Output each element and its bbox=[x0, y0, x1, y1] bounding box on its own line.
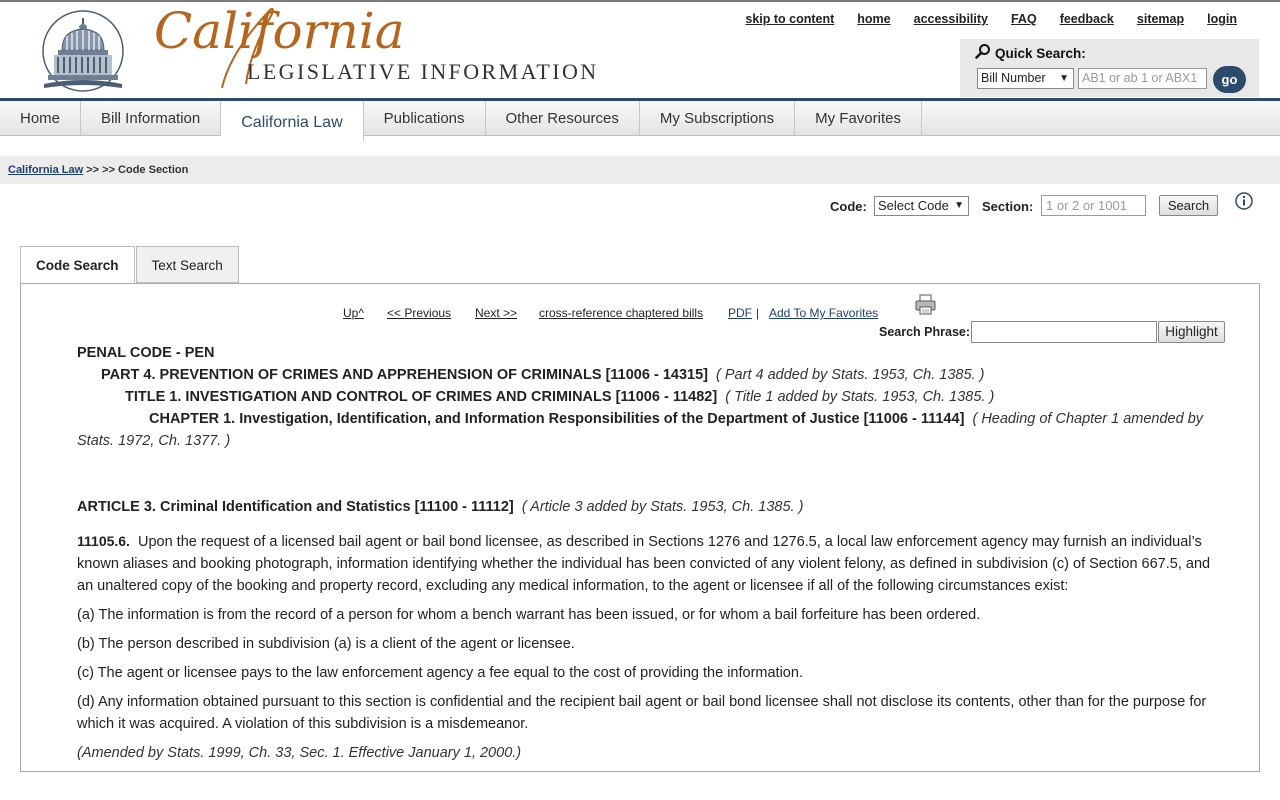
nav-california-law[interactable]: California Law bbox=[221, 101, 363, 141]
add-to-favorites-link[interactable]: Add To My Favorites bbox=[769, 306, 879, 320]
go-button[interactable]: go bbox=[1213, 66, 1246, 93]
capitol-dome-logo-icon bbox=[40, 10, 126, 92]
nav-home[interactable]: Home bbox=[0, 101, 81, 136]
breadcrumb-california-law-link[interactable]: California Law bbox=[8, 164, 84, 176]
info-icon[interactable] bbox=[1235, 192, 1253, 210]
cross-reference-link[interactable]: cross-reference chaptered bills bbox=[539, 306, 704, 320]
article-title: ARTICLE 3. Criminal Identification and Statistics [11100 - 11112] bbox=[77, 499, 514, 515]
nav-publications[interactable]: Publications bbox=[364, 101, 486, 136]
subdivision-d: (d) Any information obtained pursuant to this section is confidential and the recipient bail agent or bail bond licensee shall not disclose its contents, other than for the purpose for which it was acquired. A violation of this subdivision is a misdemeanor. bbox=[77, 694, 1207, 732]
chapter-heading bbox=[77, 408, 1227, 452]
logo-title: California bbox=[154, 2, 405, 60]
next-link[interactable]: Next >> bbox=[475, 306, 518, 320]
bill-type-select[interactable] bbox=[977, 68, 1074, 89]
feedback-link[interactable]: feedback bbox=[1059, 12, 1114, 26]
section-label: Section: bbox=[982, 199, 1034, 214]
chevron-down-icon: ▼ bbox=[1059, 73, 1069, 84]
code-heading: PENAL CODE - PEN bbox=[77, 345, 215, 361]
law-text bbox=[77, 342, 1227, 764]
printer-icon[interactable] bbox=[914, 293, 937, 316]
main-nav bbox=[0, 98, 1280, 136]
up-link[interactable]: Up^ bbox=[343, 306, 364, 320]
search-phrase-label: Search Phrase: bbox=[879, 325, 971, 339]
top-links bbox=[745, 12, 1237, 26]
chevron-down-icon: ▼ bbox=[954, 200, 964, 211]
accessibility-link[interactable]: accessibility bbox=[913, 12, 988, 26]
code-section-content bbox=[20, 283, 1260, 772]
previous-link[interactable]: << Previous bbox=[387, 306, 452, 320]
faq-link[interactable]: FAQ bbox=[1010, 12, 1037, 26]
part-heading bbox=[77, 364, 1227, 386]
section-input[interactable]: 1 or 2 or 1001 bbox=[1041, 195, 1146, 216]
quick-search-panel bbox=[960, 39, 1259, 97]
title-heading bbox=[77, 386, 1227, 408]
highlight-button[interactable]: Highlight bbox=[1158, 321, 1225, 343]
magnifier-icon bbox=[975, 43, 991, 59]
site-header bbox=[0, 2, 1280, 98]
search-button[interactable]: Search bbox=[1159, 195, 1218, 216]
subdivision-c: (c) The agent or licensee pays to the law enforcement agency a fee equal to the cost of providing the information. bbox=[77, 665, 803, 681]
subdivision-b: (b) The person described in subdivision (a) is a client of the agent or licensee. bbox=[77, 636, 575, 652]
search-tabs bbox=[20, 246, 240, 284]
code-section-search bbox=[0, 195, 1280, 217]
nav-my-subscriptions[interactable]: My Subscriptions bbox=[640, 101, 795, 136]
code-select-value: Select Code bbox=[878, 198, 949, 213]
code-select[interactable] bbox=[874, 196, 969, 216]
pdf-link[interactable]: PDF bbox=[728, 306, 752, 320]
code-label: Code: bbox=[830, 199, 867, 214]
tab-text-search[interactable]: Text Search bbox=[136, 246, 239, 283]
part-note: ( Part 4 added by Stats. 1953, Ch. 1385. ) bbox=[716, 367, 985, 383]
title-title: TITLE 1. INVESTIGATION AND CONTROL OF CRIMES AND CRIMINALS [11006 - 11482] bbox=[125, 389, 718, 405]
subdivision-a: (a) The information is from the record of a person for whom a bench warrant has been issued, or for whom a bail forfeiture has been ordered. bbox=[77, 607, 981, 623]
logo-subtitle: LEGISLATIVE INFORMATION bbox=[247, 59, 599, 84]
sitemap-link[interactable]: sitemap bbox=[1136, 12, 1185, 26]
bill-type-select-value: Bill Number bbox=[981, 71, 1046, 85]
section-history: (Amended by Stats. 1999, Ch. 33, Sec. 1. Effective January 1, 2000.) bbox=[77, 745, 522, 761]
search-phrase-input[interactable] bbox=[971, 321, 1157, 343]
breadcrumb-rest: >> >> Code Section bbox=[83, 164, 189, 176]
section-intro-text: Upon the request of a licensed bail agent or bail bond licensee, as described in Sections 1276 and 1276.5, a local law enforcement agency may furnish an individual’s known aliases and booking photograph, information identifying whether the individual has been convicted of any violent felony, as defined in subdivision (c) of Section 667.5, and an unaltered copy of the booking and property record, excluding any medical information, to the agent or licensee if all of the following circumstances exist: bbox=[77, 534, 1211, 594]
chapter-note: ( Heading of Chapter 1 amended by Stats. 1972, Ch. 1377. ) bbox=[77, 411, 1204, 449]
link-separator: | bbox=[756, 306, 760, 320]
home-link[interactable]: home bbox=[857, 12, 891, 26]
nav-my-favorites[interactable]: My Favorites bbox=[795, 101, 922, 136]
section-intro bbox=[77, 530, 1227, 597]
nav-bill-information[interactable]: Bill Information bbox=[81, 101, 221, 136]
skip-to-content-link[interactable]: skip to content bbox=[745, 12, 835, 26]
title-note: ( Title 1 added by Stats. 1953, Ch. 1385. ) bbox=[725, 389, 995, 405]
bill-number-input[interactable]: AB1 or ab 1 or ABX1 bbox=[1078, 68, 1207, 89]
tab-code-search[interactable]: Code Search bbox=[20, 246, 135, 284]
login-link[interactable]: login bbox=[1207, 12, 1237, 26]
article-heading bbox=[77, 496, 1227, 518]
chapter-title: CHAPTER 1. Investigation, Identification, and Information Responsibilities of the Department of Justice [11006 - 11144] bbox=[149, 411, 965, 427]
nav-other-resources[interactable]: Other Resources bbox=[486, 101, 640, 136]
quick-search-title: Quick Search: bbox=[995, 46, 1086, 61]
part-title: PART 4. PREVENTION OF CRIMES AND APPREHENSION OF CRIMINALS [11006 - 14315] bbox=[101, 367, 708, 383]
breadcrumb bbox=[0, 156, 1280, 184]
article-note: ( Article 3 added by Stats. 1953, Ch. 1385. ) bbox=[521, 499, 804, 515]
section-number: 11105.6. bbox=[77, 533, 130, 549]
